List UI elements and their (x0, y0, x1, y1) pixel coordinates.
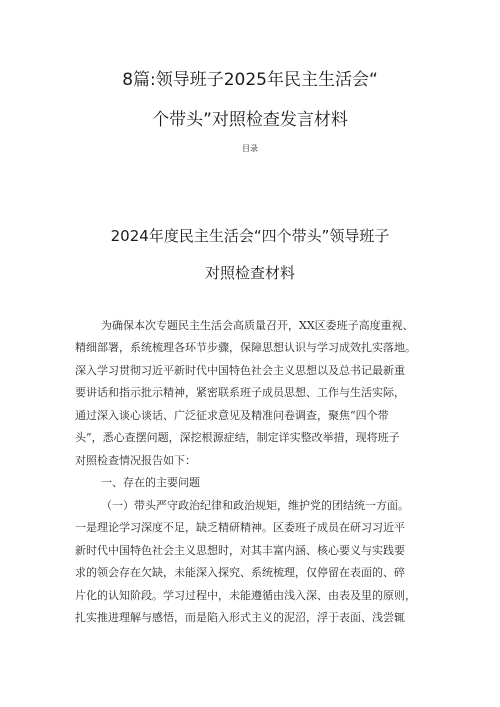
section-title-line-1: 2024年度民主生活会“四个带头”领导班子 (110, 227, 390, 245)
section-title-line-2: 对照检查材料 (204, 264, 295, 282)
body-line: 要讲话和指示批示精神，紧密联系班子成员思想、工作与生活实际， (75, 386, 405, 399)
toc-label[interactable]: 目录 (242, 144, 258, 153)
body-line: 一是理论学习深度不足，缺乏精研精神。区委班子成员在研习习近平 (75, 521, 405, 534)
body-line: 深入学习贯彻习近平新时代中国特色社会主义思想以及总书记最新重 (75, 364, 405, 377)
body-line: 为确保本次专题民主生活会高质量召开，XX区委班子高度重视、 (101, 319, 414, 332)
body-line: 求的领会存在欠缺，未能深入探究、系统梳理，仅停留在表面的、碎 (75, 566, 405, 579)
subsection-heading: （一）带头严守政治纪律和政治规矩，维护党的团结统一方面。 (101, 499, 409, 512)
section-heading: 一、存在的主要问题 (101, 476, 200, 489)
body-line: 扎实推进理解与感悟，而是陷入形式主义的泥沼，浮于表面、浅尝辄 (75, 611, 405, 624)
body-line: 通过深入谈心谈话、广泛征求意见及精准问卷调查，聚焦“四个带 (75, 409, 389, 422)
document-title-line-2: 个带头”对照检查发言材料 (152, 110, 348, 130)
body-line: 精细部署，系统梳理各环节步骤，保障思想认识与学习成效扎实落地。 (75, 341, 416, 354)
document-title-line-1: 8篇:领导班子2025年民主生活会“ (122, 70, 378, 90)
body-line: 片化的认知阶段。学习过程中，未能遵循由浅入深、由表及里的原则， (75, 589, 416, 602)
body-line: 对照检查情况报告如下： (75, 454, 196, 467)
body-line: 新时代中国特色社会主义思想时，对其丰富内涵、核心要义与实践要 (75, 544, 405, 557)
body-line: 头”，悉心查摆问题，深挖根源症结，制定详实整改举措，现将班子 (75, 431, 400, 444)
